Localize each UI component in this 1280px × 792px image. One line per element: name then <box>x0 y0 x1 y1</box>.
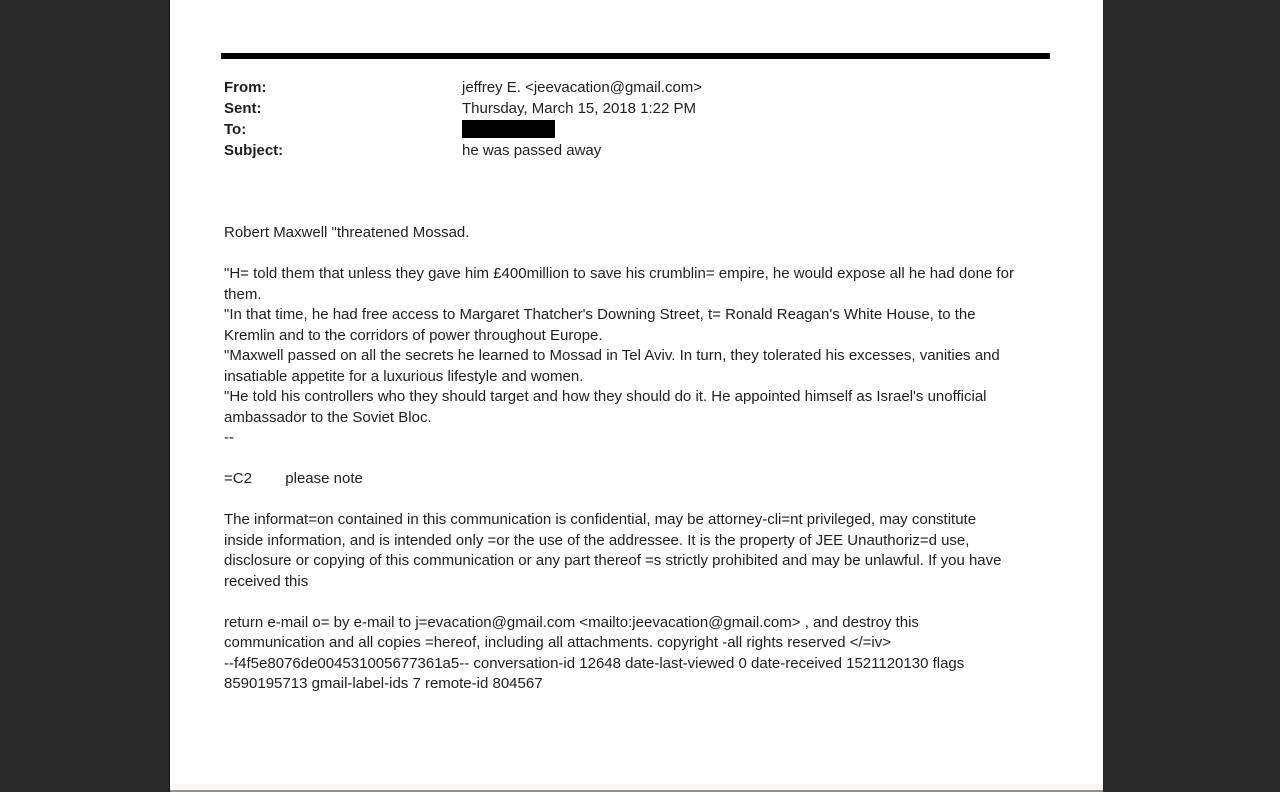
body-line: --f4f5e8076de004531005677361a5-- conversation-id 12648 date-last-viewed 0 date-received 1521120130 flags <box>224 654 965 672</box>
body-line: -- <box>224 429 234 446</box>
header-row-to <box>224 119 702 140</box>
subject-label: Subject: <box>224 142 284 159</box>
body-line: Kremlin and to the corridors of power throughout Europe. <box>224 326 603 344</box>
body-line <box>224 244 1014 265</box>
sent-label: Sent: <box>224 100 262 117</box>
body-line: ambassador to the Soviet Bloc. <box>224 408 432 426</box>
from-value: jeffrey E. <jeevacation@gmail.com> <box>462 79 703 96</box>
header-divider-rule <box>221 53 1050 59</box>
redaction-bar <box>462 120 555 138</box>
body-line: "He told his controllers who they should target and how they should do it. He appointed himself as Israel's unofficial <box>224 388 987 405</box>
body-line: =C2 please note <box>224 470 363 487</box>
email-header <box>224 77 702 161</box>
body-line: "H= told them that unless they gave him £400million to save his crumblin= empire, he would expose all he had done for <box>224 265 1014 282</box>
body-line: communication and all copies =hereof, including all attachments. copyright -all rights reserved </=iv> <box>224 634 892 651</box>
body-line: received this <box>224 572 309 590</box>
body-line: inside information, and is intended only =or the use of the addressee. It is the property of JEE Unauthoriz=d use, <box>224 531 970 549</box>
header-row-subject <box>224 140 702 161</box>
body-line: 8590195713 gmail-label-ids 7 remote-id 804567 <box>224 675 543 692</box>
to-value <box>462 119 555 140</box>
header-row-sent <box>224 98 702 119</box>
page-bottom-edge <box>170 784 1103 792</box>
body-line: "Maxwell passed on all the secrets he learned to Mossad in Tel Aviv. In turn, they tolerated his excesses, vanities and <box>224 347 1000 364</box>
body-line <box>224 449 1014 470</box>
body-line: Robert Maxwell "threatened Mossad. <box>224 224 470 241</box>
sent-value: Thursday, March 15, 2018 1:22 PM <box>462 100 697 117</box>
subject-value: he was passed away <box>462 142 602 159</box>
body-line <box>224 592 1014 613</box>
body-line: return e-mail o= by e-mail to j=evacation@gmail.com <mailto:jeevacation@gmail.com> , and destroy this <box>224 613 919 631</box>
document-page <box>169 0 1103 792</box>
email-body <box>224 223 1014 695</box>
body-line: The informat=on contained in this communication is confidential, may be attorney-cli=nt privileged, may constitute <box>224 511 977 528</box>
from-label: From: <box>224 79 267 96</box>
body-line: them. <box>224 285 262 303</box>
header-row-from <box>224 77 702 98</box>
to-label: To: <box>224 121 247 138</box>
body-line <box>224 490 1014 511</box>
body-line: disclosure or copying of this communication or any part thereof =s strictly prohibited and may be unlawful. If you have <box>224 552 1002 569</box>
body-line: insatiable appetite for a luxurious lifestyle and women. <box>224 367 584 385</box>
body-line: "In that time, he had free access to Margaret Thatcher's Downing Street, t= Ronald Reagan's White House, to the <box>224 306 976 323</box>
